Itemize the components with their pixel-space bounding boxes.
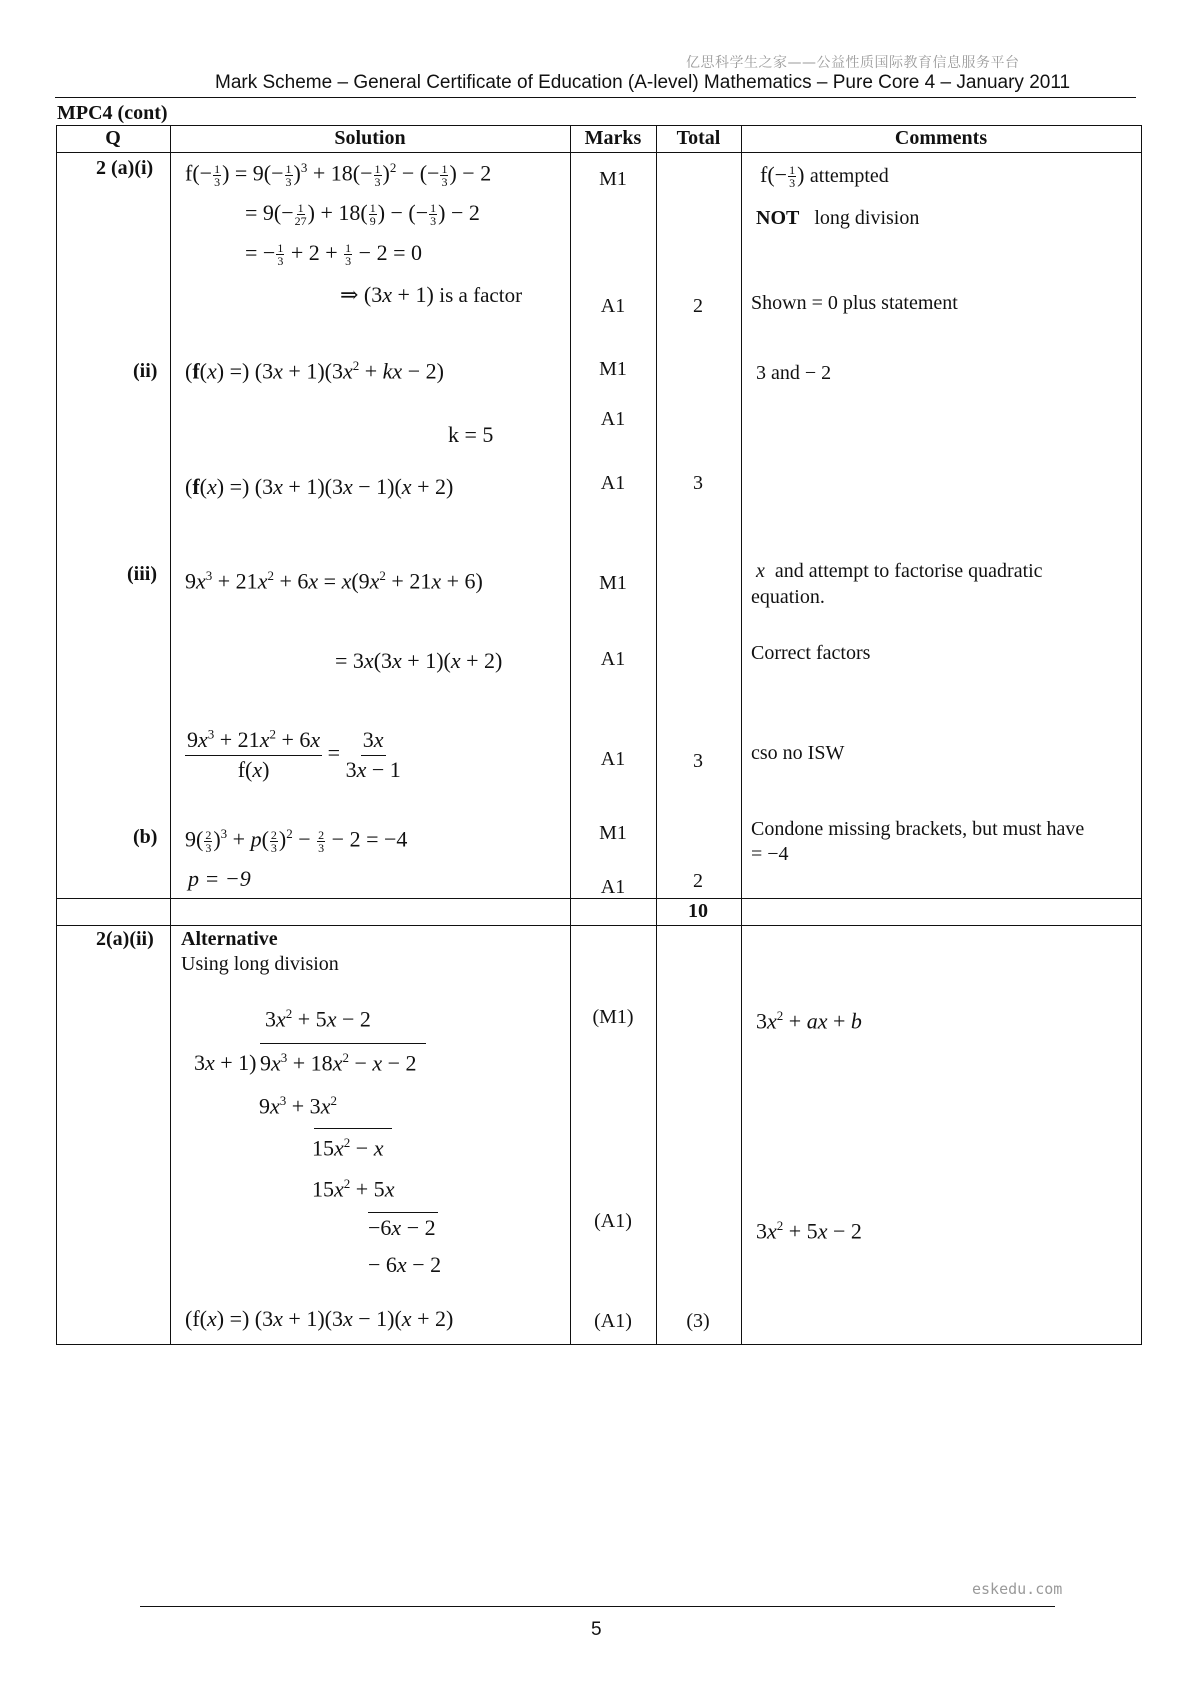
mark-code: M1: [599, 168, 627, 190]
table-column-border: [741, 125, 742, 1345]
long-division-bar: [260, 1043, 426, 1044]
comment-not: NOT: [756, 207, 800, 229]
total-sum: 10: [688, 900, 708, 922]
question-label: (b): [133, 826, 158, 848]
solution-text: is a factor: [439, 283, 523, 307]
header-rule: [55, 97, 1136, 98]
solution-line: $\frac{9x^3 + 21x^2 + 6x}{f(x)}$ = $\frac{3x}{3x - 1}$: [187, 726, 401, 782]
total-value: 3: [693, 472, 703, 494]
solution-line: (f(x) =) (3x + 1)(3x − 1)(x + 2): [185, 1306, 454, 1331]
question-label: 2(a)(ii): [96, 928, 154, 950]
table-bottom-border: [56, 1344, 1141, 1345]
column-header-solution: Solution: [334, 127, 406, 149]
mark-code: (M1): [592, 1006, 634, 1028]
table-column-border: [170, 125, 171, 1345]
long-division-bar: [368, 1212, 438, 1213]
comment-line: $3x^2$ + ax + b: [756, 1008, 862, 1034]
question-label: (iii): [127, 563, 157, 585]
solution-line: = 3x(3x + 1)(x + 2): [335, 648, 503, 673]
table-column-border: [56, 125, 57, 1345]
solution-line: $9x^3 + 21x^2 + 6x = x(9x^2 + 21x + 6)$: [185, 568, 483, 594]
comment-line: Correct factors: [751, 642, 871, 664]
document-title: Mark Scheme – General Certificate of Education (A-level) Mathematics – Pure Core 4 – January 2011: [215, 72, 1071, 93]
comment-text: and attempt to factorise quadratic: [774, 560, 1043, 582]
mark-code: M1: [599, 572, 627, 594]
mark-code: A1: [600, 748, 626, 770]
alternative-subheading: Using long division: [181, 953, 339, 975]
comment-line: equation.: [751, 586, 825, 608]
mark-code: A1: [600, 295, 626, 317]
footer-rule: [140, 1606, 1055, 1607]
solution-line: = 9(− $\frac{1}{27}$ ) + 18( $\frac{1}{9}$ ) − (− $\frac{1}{3}$ ) − 2: [245, 200, 480, 229]
long-division-step: −6x − 2: [368, 1215, 436, 1240]
column-header-q: Q: [105, 127, 121, 149]
site-banner: 亿思科学生之家——公益性质国际教育信息服务平台: [686, 55, 1020, 71]
solution-line: p = −9: [188, 866, 251, 891]
long-division-step: $9x^3 + 3x^2$: [259, 1093, 337, 1119]
column-header-comments: Comments: [894, 127, 988, 149]
long-division-quotient: $3x^2 + 5x - 2$: [265, 1006, 371, 1032]
long-division-bar: [314, 1128, 392, 1129]
table-top-border: [56, 125, 1141, 126]
column-header-marks: Marks: [584, 127, 642, 149]
long-division-step: $15x^2 - x$: [312, 1135, 384, 1161]
comment-line: 3 and − 2: [756, 362, 832, 384]
comment-line: Condone missing brackets, but must have: [751, 818, 1085, 840]
table-column-border: [1141, 125, 1142, 1345]
total-value: (3): [686, 1310, 710, 1332]
long-division-divisor: 3x + 1): [194, 1050, 257, 1075]
long-division-dividend: $9x^3 + 18x^2 - x - 2$: [260, 1050, 417, 1076]
comment-line: x and attempt to factorise quadratic: [756, 560, 1043, 582]
watermark: eskedu.com: [972, 1580, 1063, 1598]
comment-line: [756, 207, 919, 230]
solution-line: (f(x) =) $(3x + 1)(3x^2$ + kx − 2): [185, 358, 444, 384]
question-label: 2 (a)(i): [96, 157, 154, 179]
solution-line: = − $\frac{1}{3}$ + 2 + $\frac{1}{3}$ − 2 = 0: [245, 240, 422, 269]
mark-code: A1: [600, 876, 626, 898]
comment-line: Shown = 0 plus statement: [751, 292, 958, 314]
mark-code: M1: [599, 358, 627, 380]
total-value: 3: [693, 750, 703, 772]
solution-line: 9( $\frac{2}{3}$ )$^3$ + p( $\frac{2}{3}$ )$^2$ − $\frac{2}{3}$ − 2 = −4: [185, 826, 408, 855]
table-row-border: [56, 925, 1141, 926]
comment-line: $3x^2 + 5x - 2$: [756, 1218, 862, 1244]
solution-line: k = 5: [448, 422, 494, 447]
comment-line: cso no ISW: [751, 742, 845, 764]
comment-line: f(− $\frac{1}{3}$ ) attempted: [760, 162, 889, 191]
mark-code: A1: [600, 472, 626, 494]
section-label: MPC4 (cont): [57, 102, 168, 124]
question-label: (ii): [133, 360, 158, 382]
mark-code: A1: [600, 648, 626, 670]
alternative-heading: Alternative: [181, 928, 278, 950]
mark-code: (A1): [594, 1210, 632, 1232]
long-division-step: $15x^2 + 5x$: [312, 1176, 395, 1202]
solution-line: (f(x) =) (3x + 1)(3x − 1)(x + 2): [185, 474, 454, 499]
page-number: 5: [591, 1619, 602, 1640]
solution-line: f(− $\frac{1}{3}$ ) = 9(− $\frac{1}{3}$ )$^3$ + 18(− $\frac{1}{3}$ )$^2$ − (− $\frac{1}{3}$ ) − 2: [185, 160, 492, 189]
column-header-total: Total: [676, 127, 721, 149]
table-header-border: [56, 152, 1141, 153]
comment-text: attempted: [809, 165, 889, 187]
comment-text: long division: [814, 207, 920, 229]
long-division-step: − 6x − 2: [368, 1252, 442, 1277]
comment-line: = −4: [751, 843, 789, 865]
solution-line: ⇒ (3x + 1) is a factor: [340, 282, 523, 307]
total-value: 2: [693, 295, 703, 317]
mark-code: M1: [599, 822, 627, 844]
mark-code: (A1): [594, 1310, 632, 1332]
mark-code: A1: [600, 408, 626, 430]
total-value: 2: [693, 870, 703, 892]
